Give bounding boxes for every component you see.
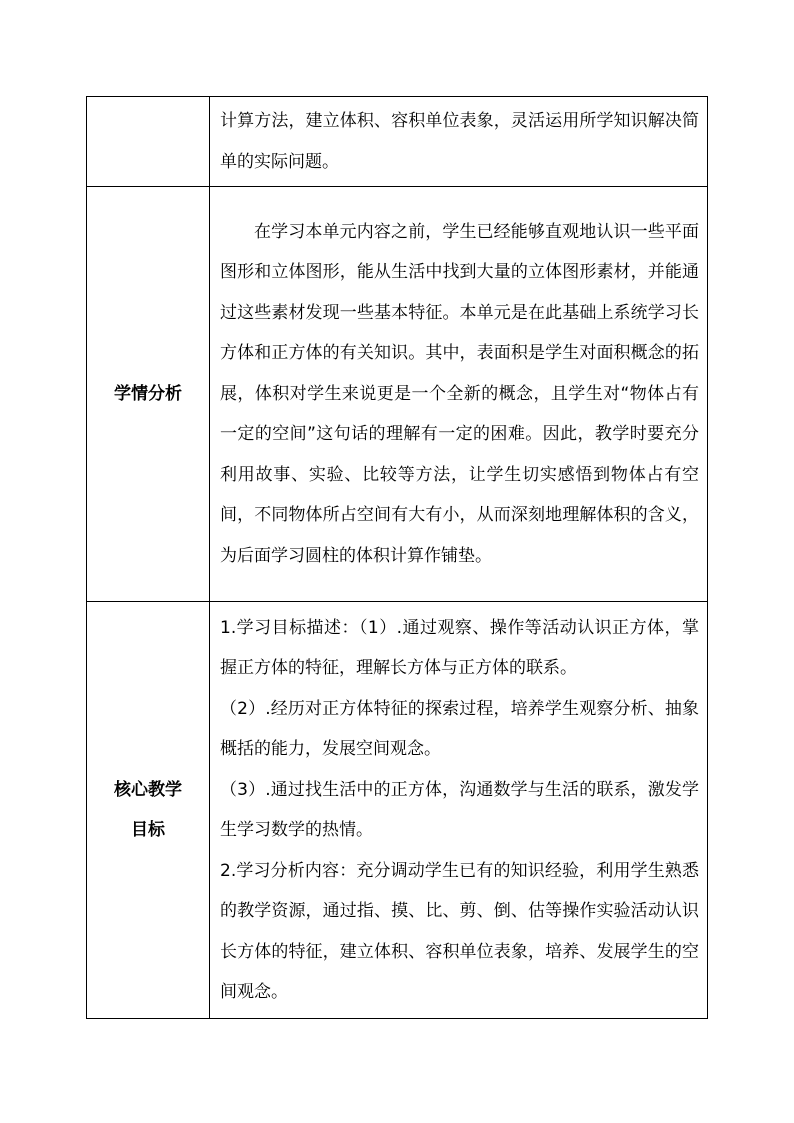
objective-paragraph: （2）.经历对正方体特征的探索过程，培养学生观察分析、抽象概括的能力，发展空间观念。 xyxy=(220,698,699,759)
table-row xyxy=(87,97,708,187)
objective-paragraph: 2.学习分析内容：充分调动学生已有的知识经验，利用学生熟悉的教学资源，通过指、摸、比、剪、倒、估等操作实验活动认识长方体的特征，建立体积、容积单位表象，培养、发展学生的空间观念。 xyxy=(220,860,699,1002)
objective-paragraph: 1.学习目标描述：（1）.通过观察、操作等活动认识正方体，掌握正方体的特征，理解长方体与正方体的联系。 xyxy=(220,617,699,678)
table-row xyxy=(87,187,708,602)
lesson-plan-table xyxy=(86,96,708,1019)
row-label-line: 核心教学 xyxy=(114,780,182,800)
student-analysis-cell xyxy=(210,187,708,602)
student-analysis-text: 在学习本单元内容之前，学生已经能够直观地认识一些平面图形和立体图形，能从生活中找到大量的立体图形素材，并能通过这些素材发现一些基本特征。本单元是在此基础上系统学习长方体和正方体的有关知识。其中，表面积是学生对面积概念的拓展，体积对学生来说更是一个全新的概念，且学生对“物体占有一定的空间”这句话的理解有一定的困难。因此，教学时要充分利用故事、实验、比较等方法，让学生切实感悟到物体占有空间，不同物体所占空间有大有小，从而深刻地理解体积的含义，为后面学习圆柱的体积计算作铺垫。 xyxy=(220,221,699,566)
row-label-student-analysis: 学情分析 xyxy=(87,187,210,602)
row-label-line: 目标 xyxy=(131,820,165,840)
row-label-empty xyxy=(87,97,210,187)
objectives-continuation-text: 计算方法，建立体积、容积单位表象，灵活运用所学知识解决简单的实际问题。 xyxy=(220,111,699,172)
objective-paragraph: （3）.通过找生活中的正方体，沟通数学与生活的联系，激发学生学习数学的热情。 xyxy=(220,779,699,840)
table-row xyxy=(87,602,708,1019)
row-label-core-objectives xyxy=(87,602,210,1019)
core-objectives-cell xyxy=(210,602,708,1019)
objectives-continuation-cell xyxy=(210,97,708,187)
